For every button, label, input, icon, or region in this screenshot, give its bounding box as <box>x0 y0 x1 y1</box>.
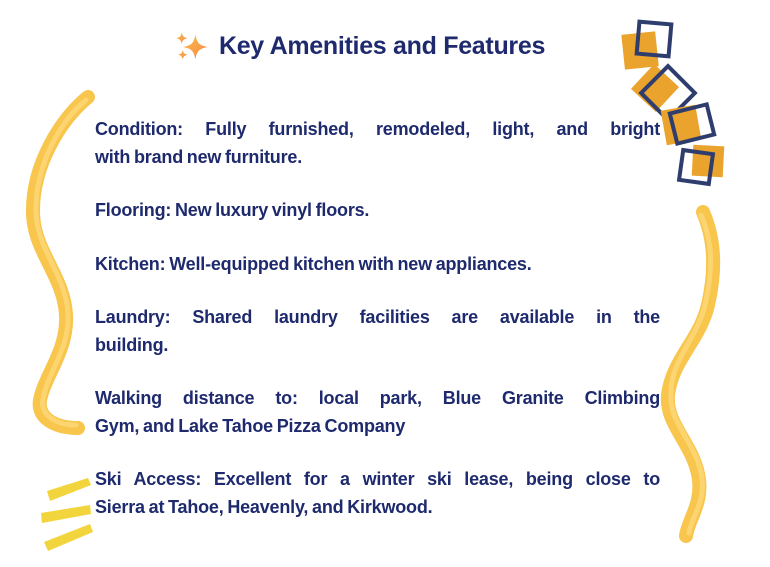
right-squiggle-decoration <box>655 195 755 547</box>
body-line: Sierra at Tahoe, Heavenly, and Kirkwood. <box>95 496 433 517</box>
paragraph <box>95 251 660 279</box>
body-line: Ski Access: Excellent for a winter ski lease, being close to <box>95 469 660 489</box>
paragraph <box>95 385 660 440</box>
body-line: Gym, and Lake Tahoe Pizza Company <box>95 415 406 436</box>
square-doodles-decoration <box>615 15 735 195</box>
page-title: Key Amenities and Features <box>218 31 546 60</box>
sparkles-icon <box>175 28 208 64</box>
body-line: Condition: Fully furnished, remodeled, light, and bright <box>95 119 660 139</box>
body-text <box>95 116 660 547</box>
body-line: with brand new furniture. <box>95 146 302 167</box>
square-doodle-4 <box>679 145 724 184</box>
burst-rays-decoration <box>35 470 100 555</box>
body-line: Laundry: Shared laundry facilities are available in the <box>95 307 660 327</box>
body-line: Walking distance to: local park, Blue Granite Climbing <box>95 388 660 408</box>
paragraph <box>95 197 660 225</box>
paragraph <box>95 116 660 171</box>
square-doodle-1 <box>621 22 671 70</box>
body-line: Kitchen: Well-equipped kitchen with new appliances. <box>95 253 532 274</box>
body-line: building. <box>95 334 169 355</box>
paragraph <box>95 304 660 359</box>
page-title-row <box>0 28 720 64</box>
body-line: Flooring: New luxury vinyl floors. <box>95 200 370 220</box>
square-doodle-3 <box>661 104 714 145</box>
left-squiggle-decoration <box>20 88 112 440</box>
paragraph <box>95 466 660 521</box>
